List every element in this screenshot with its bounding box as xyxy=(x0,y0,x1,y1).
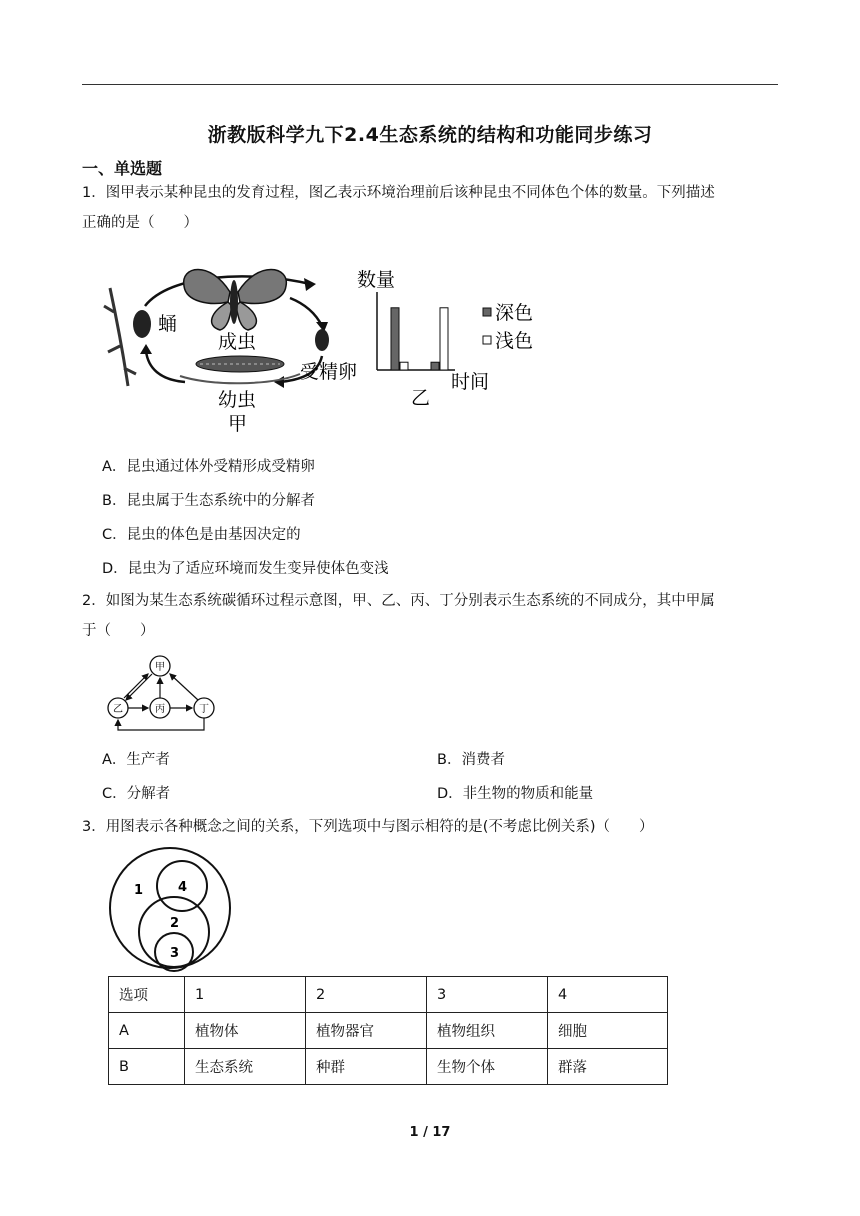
q1-option-c[interactable]: C．昆虫的体色是由基因决定的 xyxy=(102,527,301,543)
circle-2-label: 2 xyxy=(170,916,180,931)
legend-light-label: 浅色 xyxy=(495,330,534,352)
bar-dark-2 xyxy=(431,362,439,370)
table-row xyxy=(109,1013,668,1049)
table-header-cell: 2 xyxy=(306,977,427,1013)
table-cell: B xyxy=(109,1049,185,1085)
question-1-stem xyxy=(82,178,782,238)
node-ding-label: 丁 xyxy=(199,704,209,715)
bar-light-2 xyxy=(440,308,448,370)
node-bing-label: 丙 xyxy=(155,704,165,715)
chart-ylabel: 数量 xyxy=(357,269,396,291)
butterfly-icon xyxy=(184,270,287,331)
q1-option-d[interactable]: D．昆虫为了适应环境而发生变异使体色变浅 xyxy=(102,561,389,577)
question-3-stem: 3．用图表示各种概念之间的关系，下列选项中与图示相符的是(不考虑比例关系)（ ） xyxy=(82,819,654,835)
header-rule xyxy=(82,84,778,85)
table-cell: 生态系统 xyxy=(185,1049,306,1085)
table-header-cell: 3 xyxy=(427,977,548,1013)
concept-circles-diagram xyxy=(104,846,236,972)
question-2-line-2: 于（ ） xyxy=(82,623,155,639)
table-cell: 生物个体 xyxy=(427,1049,548,1085)
life-cycle-figure xyxy=(100,256,372,436)
q1-option-b[interactable]: B．昆虫属于生态系统中的分解者 xyxy=(102,493,315,509)
q2-option-b[interactable]: B．消费者 xyxy=(437,752,505,768)
color-count-chart xyxy=(355,262,555,412)
chart-title: 乙 xyxy=(411,387,431,409)
q2-option-d[interactable]: D．非生物的物质和能量 xyxy=(437,786,594,802)
table-header-cell: 4 xyxy=(548,977,668,1013)
circle-4-label: 4 xyxy=(178,880,188,895)
label-egg: 受精卵 xyxy=(300,361,358,383)
bar-dark-1 xyxy=(391,308,399,370)
pupa-icon xyxy=(133,310,151,338)
table-cell: 植物器官 xyxy=(306,1013,427,1049)
circle-3-label: 3 xyxy=(170,946,180,961)
label-jia: 甲 xyxy=(228,413,248,435)
table-cell: 种群 xyxy=(306,1049,427,1085)
arrow-adult-to-egg xyxy=(290,298,322,326)
node-jia-label: 甲 xyxy=(155,662,165,673)
question-1-line-2: 正确的是（ ） xyxy=(82,215,198,231)
question-2-stem xyxy=(82,586,782,646)
section-heading: 一、单选题 xyxy=(82,159,163,178)
table-cell: 植物体 xyxy=(185,1013,306,1049)
table-cell: 细胞 xyxy=(548,1013,668,1049)
table-cell: A xyxy=(109,1013,185,1049)
q2-option-a[interactable]: A．生产者 xyxy=(102,752,170,768)
table-header-cell: 1 xyxy=(185,977,306,1013)
q2-option-c[interactable]: C．分解者 xyxy=(102,786,171,802)
label-pupa: 蛹 xyxy=(158,313,178,335)
circle-1-label: 1 xyxy=(134,883,144,898)
q1-option-a[interactable]: A．昆虫通过体外受精形成受精卵 xyxy=(102,459,315,475)
options-table xyxy=(108,976,668,1085)
node-yi-label: 乙 xyxy=(113,704,123,715)
carbon-cycle-diagram xyxy=(100,652,224,734)
document-title: 浙教版科学九下2.4生态系统的结构和功能同步练习 xyxy=(207,124,653,146)
legend-dark-label: 深色 xyxy=(495,302,534,324)
bars-group xyxy=(391,308,448,370)
question-2-line-1: 2．如图为某生态系统碳循环过程示意图，甲、乙、丙、丁分别表示生态系统的不同成分，其中甲属 xyxy=(82,593,715,609)
page-number: 1 / 17 xyxy=(409,1125,451,1140)
table-row xyxy=(109,1049,668,1085)
chart-xlabel: 时间 xyxy=(451,371,490,393)
table-cell: 植物组织 xyxy=(427,1013,548,1049)
arrow-larva-to-pupa xyxy=(146,351,185,382)
table-cell: 群落 xyxy=(548,1049,668,1085)
question-1-line-1: 1．图甲表示某种昆虫的发育过程，图乙表示环境治理前后该种昆虫不同体色个体的数量。下列描述 xyxy=(82,185,715,201)
table-header-cell: 选项 xyxy=(109,977,185,1013)
legend-dark-swatch xyxy=(483,308,491,316)
table-header-row xyxy=(109,977,668,1013)
larva-icon xyxy=(196,356,284,372)
branch-icon xyxy=(104,288,136,386)
label-larva: 幼虫 xyxy=(218,389,257,411)
egg-icon xyxy=(315,329,329,351)
bar-light-1 xyxy=(400,362,408,370)
legend-light-swatch xyxy=(483,336,491,344)
label-adult: 成虫 xyxy=(218,331,257,353)
